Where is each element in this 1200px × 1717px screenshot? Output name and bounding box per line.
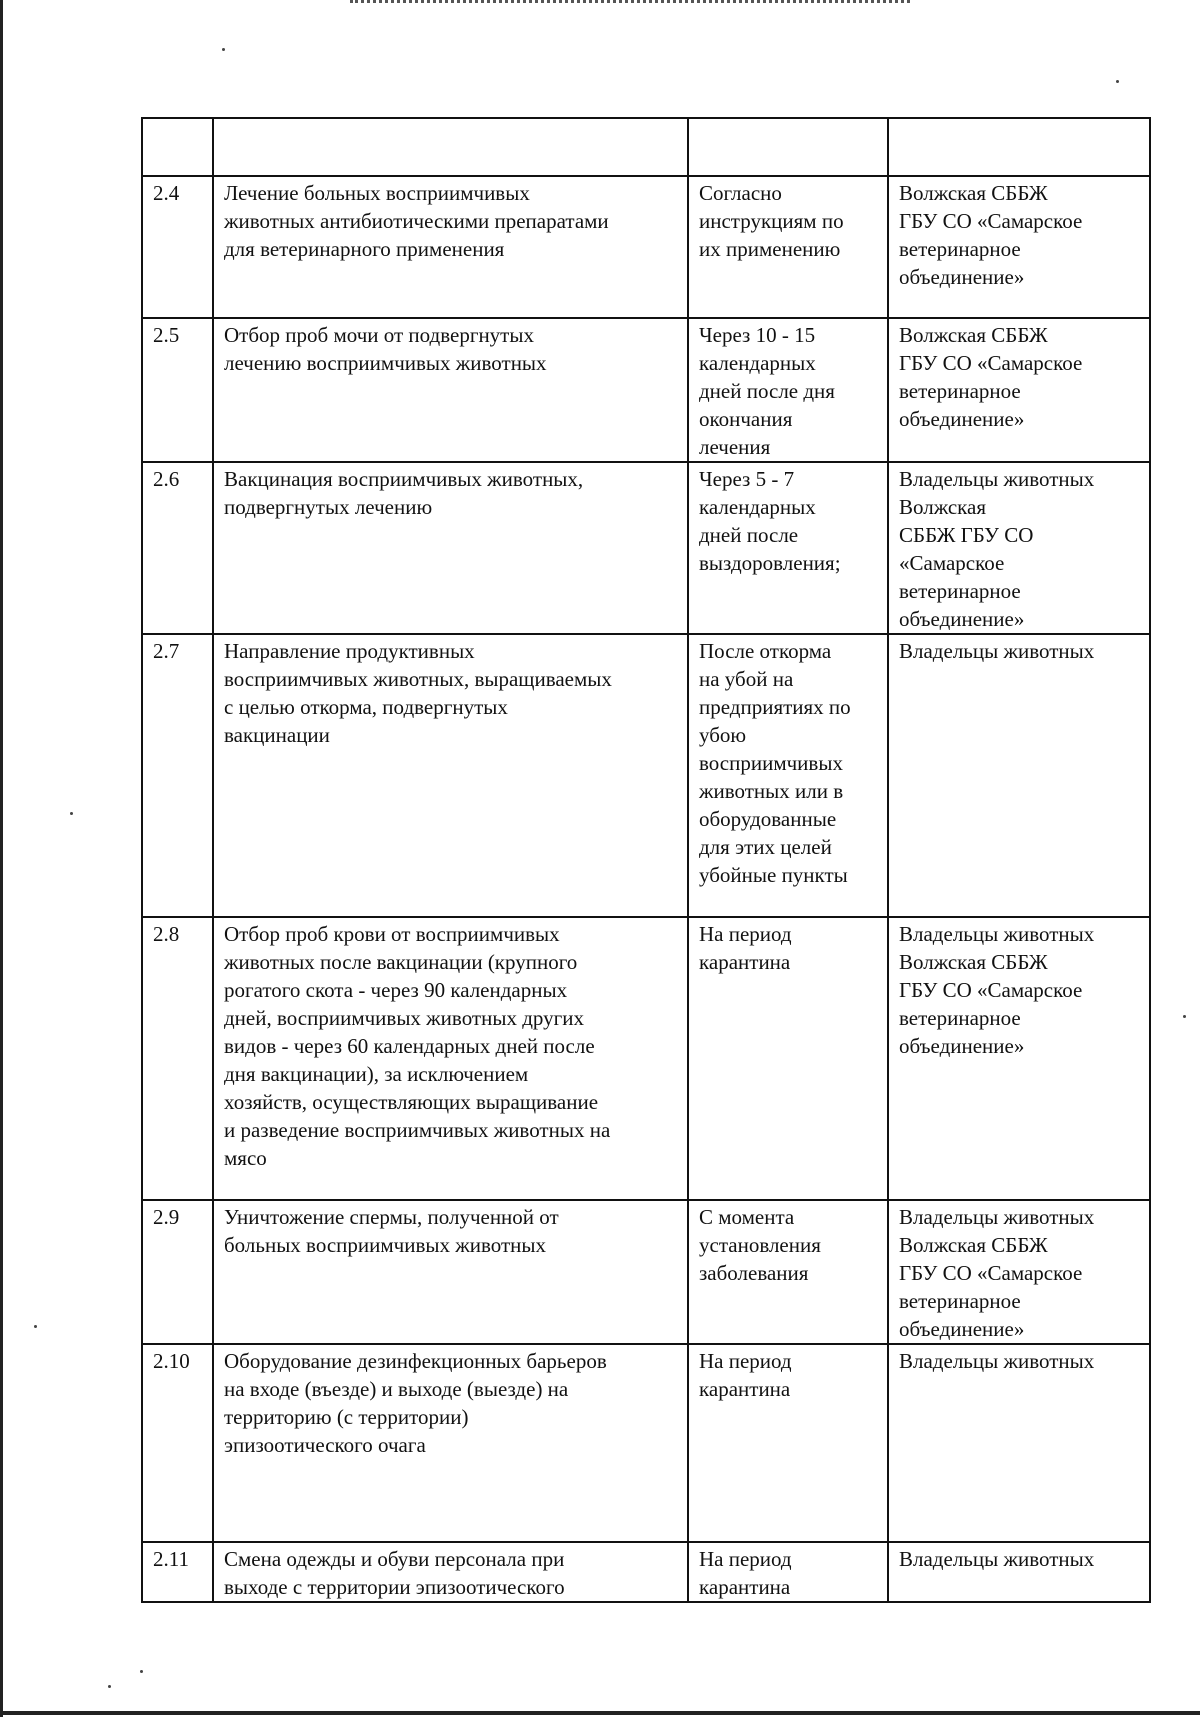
row-responsible: Волжская СББЖ ГБУ СО «Самарское ветеринарное объединение» xyxy=(888,318,1150,462)
row-timing: После откорма на убой на предприятиях по убою восприимчивых животных или в оборудованные для этих целей убойные пункты xyxy=(688,634,888,917)
row-action: Отбор проб крови от восприимчивых животных после вакцинации (крупного рогатого скота - через 90 календарных дней, восприимчивых животных других видов - через 60 календарных дней после дня вакцинации), за исключением хозяйств, осуществляющих выращивание и разведение восприимчивых животных на мясо xyxy=(213,917,688,1200)
table-row xyxy=(142,1542,1150,1602)
table-header-row xyxy=(142,118,1150,176)
row-timing: На период карантина xyxy=(688,1542,888,1602)
scan-speck xyxy=(222,48,225,51)
table-row xyxy=(142,917,1150,1200)
row-timing: Через 10 - 15 календарных дней после дня окончания лечения xyxy=(688,318,888,462)
header-cell xyxy=(213,118,688,176)
row-action: Отбор проб мочи от подвергнутых лечению восприимчивых животных xyxy=(213,318,688,462)
row-number: 2.8 xyxy=(142,917,213,1200)
row-responsible: Владельцы животных Волжская СББЖ ГБУ СО «Самарское ветеринарное объединение» xyxy=(888,462,1150,634)
table-row xyxy=(142,1344,1150,1542)
row-number: 2.11 xyxy=(142,1542,213,1602)
row-number: 2.7 xyxy=(142,634,213,917)
header-cell xyxy=(688,118,888,176)
scan-speck xyxy=(1116,80,1119,83)
row-number: 2.5 xyxy=(142,318,213,462)
row-action: Оборудование дезинфекционных барьеров на входе (въезде) и выходе (выезде) на территорию (с территории) эпизоотического очага xyxy=(213,1344,688,1542)
scan-speck xyxy=(70,812,73,815)
row-responsible: Волжская СББЖ ГБУ СО «Самарское ветеринарное объединение» xyxy=(888,176,1150,318)
row-responsible: Владельцы животных xyxy=(888,634,1150,917)
row-timing: На период карантина xyxy=(688,1344,888,1542)
scan-speck xyxy=(1183,1015,1186,1018)
row-timing: Через 5 - 7 календарных дней после выздоровления; xyxy=(688,462,888,634)
row-responsible: Владельцы животных Волжская СББЖ ГБУ СО «Самарское ветеринарное объединение» xyxy=(888,1200,1150,1344)
table-row xyxy=(142,318,1150,462)
row-action: Вакцинация восприимчивых животных, подвергнутых лечению xyxy=(213,462,688,634)
row-action: Смена одежды и обуви персонала при выходе с территории эпизоотического xyxy=(213,1542,688,1602)
measures-table xyxy=(141,117,1151,1603)
row-timing: С момента установления заболевания xyxy=(688,1200,888,1344)
row-action: Направление продуктивных восприимчивых животных, выращиваемых с целью откорма, подвергнутых вакцинации xyxy=(213,634,688,917)
table-row xyxy=(142,176,1150,318)
row-number: 2.10 xyxy=(142,1344,213,1542)
scan-speck xyxy=(140,1670,143,1673)
scan-speck xyxy=(108,1685,111,1688)
row-number: 2.6 xyxy=(142,462,213,634)
row-responsible: Владельцы животных xyxy=(888,1344,1150,1542)
row-number: 2.4 xyxy=(142,176,213,318)
scan-bottom-edge xyxy=(0,1711,1200,1715)
header-cell xyxy=(142,118,213,176)
row-responsible: Владельцы животных Волжская СББЖ ГБУ СО «Самарское ветеринарное объединение» xyxy=(888,917,1150,1200)
header-cell xyxy=(888,118,1150,176)
row-action: Уничтожение спермы, полученной от больных восприимчивых животных xyxy=(213,1200,688,1344)
scan-top-dotted-line xyxy=(350,0,910,7)
row-timing: На период карантина xyxy=(688,917,888,1200)
row-action: Лечение больных восприимчивых животных антибиотическими препаратами для ветеринарного применения xyxy=(213,176,688,318)
row-responsible: Владельцы животных xyxy=(888,1542,1150,1602)
table-row xyxy=(142,634,1150,917)
scan-speck xyxy=(34,1325,37,1328)
table-row xyxy=(142,1200,1150,1344)
table-row xyxy=(142,462,1150,634)
row-number: 2.9 xyxy=(142,1200,213,1344)
scan-left-edge xyxy=(0,0,3,1717)
row-timing: Согласно инструкциям по их применению xyxy=(688,176,888,318)
